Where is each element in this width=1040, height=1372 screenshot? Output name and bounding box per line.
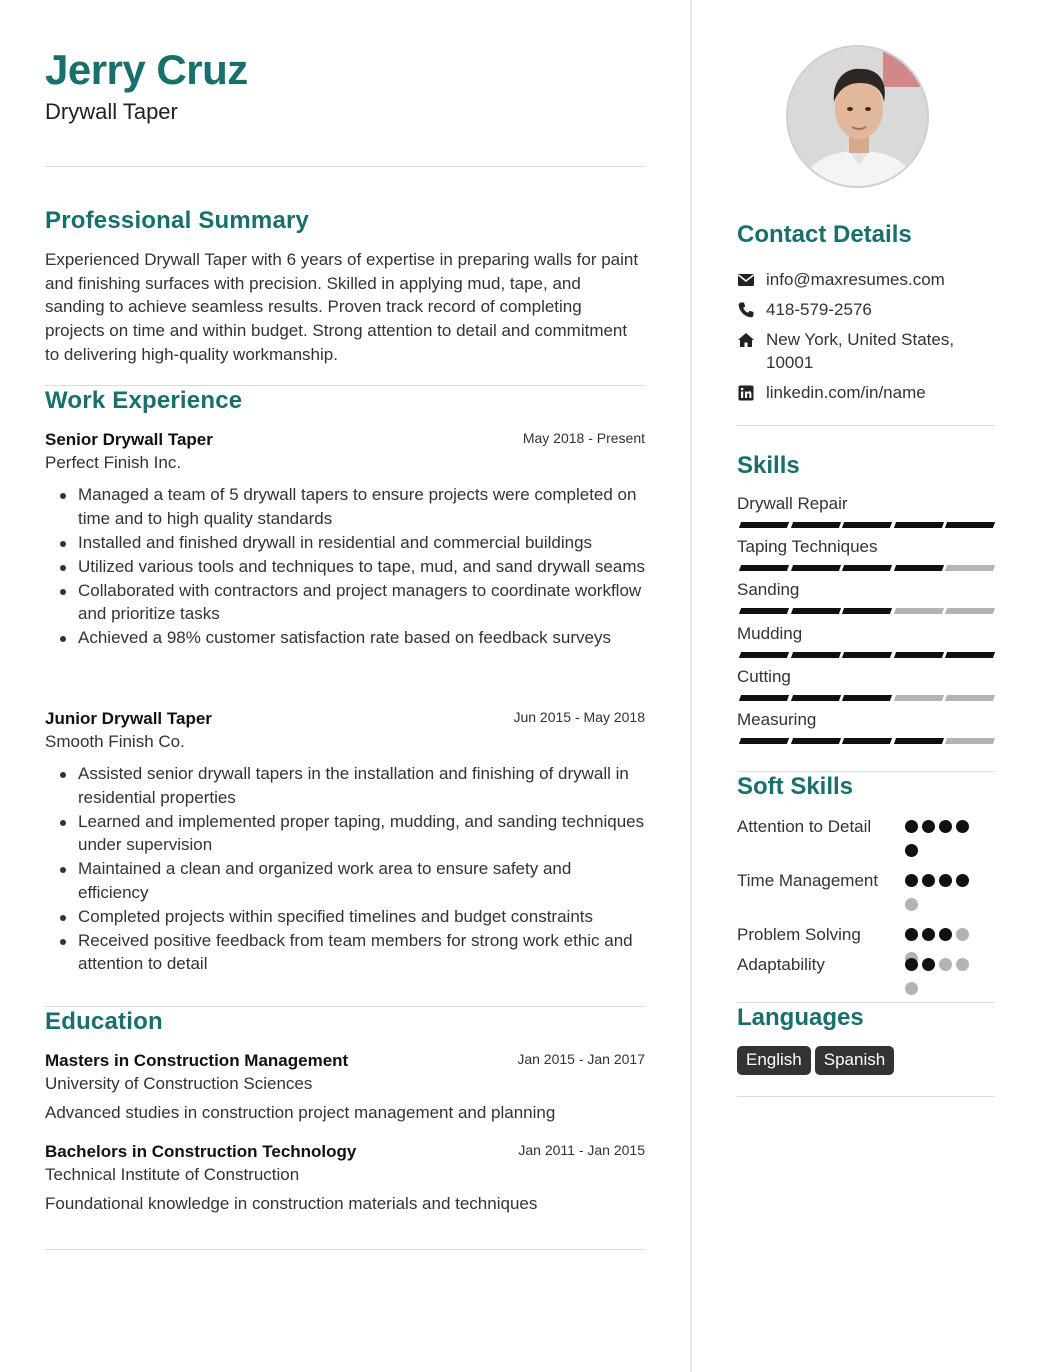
summary-text: Experienced Drywall Taper with 6 years of expertise in preparing walls for paint and finishing surfaces with precision. Skilled in applying mud, tape, and sanding to achieve seamless results. Proven track record of completing projects on time and within budget. Strong attention to detail and commitment to delivering high-quality workmanship.: [45, 250, 639, 364]
profile-photo-illustration: [788, 47, 929, 188]
rating-dot-filled: [905, 958, 918, 971]
skill-segment-filled: [739, 695, 789, 701]
rating-dot-filled: [939, 820, 952, 833]
contact-heading: Contact Details: [737, 221, 912, 248]
education-entry: [45, 1051, 645, 1123]
skill-segment-filled: [842, 608, 892, 614]
rating-dot-filled: [905, 928, 918, 941]
skill-level-bar: [737, 565, 993, 571]
skill-segment-filled: [842, 652, 892, 658]
skills-divider: [737, 771, 995, 772]
rating-dot-empty: [905, 898, 918, 911]
soft-skill-name: Adaptability: [737, 955, 825, 974]
skill-name: Taping Techniques: [737, 537, 878, 556]
phone-text[interactable]: 418-579-2576: [766, 300, 872, 319]
skill-item: [737, 624, 995, 644]
rating-dot-filled: [922, 820, 935, 833]
candidate-title: Drywall Taper: [45, 99, 178, 124]
skill-item: [737, 710, 995, 730]
education-degree: Masters in Construction Management: [45, 1051, 349, 1070]
skill-segment-filled: [739, 522, 789, 528]
skill-item: [737, 667, 995, 687]
skill-item: [737, 537, 995, 557]
education-heading: Education: [45, 1008, 163, 1035]
rating-dot-filled: [922, 874, 935, 887]
header-divider: [45, 166, 645, 167]
education-divider: [45, 1249, 645, 1250]
job-bullet: Assisted senior drywall tapers in the installation and finishing of drywall in residential properties: [78, 762, 645, 809]
linkedin-icon: [737, 384, 755, 402]
skill-name: Measuring: [737, 710, 817, 729]
soft-skill-name: Time Management: [737, 871, 879, 890]
skill-segment-filled: [842, 565, 892, 571]
column-divider: [690, 0, 692, 1372]
languages-heading: Languages: [737, 1004, 864, 1031]
skill-item: [737, 580, 995, 600]
soft-skills-divider: [737, 1002, 995, 1003]
skill-segment-empty: [945, 695, 995, 701]
language-tag: English: [737, 1046, 811, 1075]
job-bullet: Maintained a clean and organized work area to ensure safety and efficiency: [78, 857, 645, 904]
skill-segment-empty: [893, 695, 943, 701]
rating-dot-filled: [905, 874, 918, 887]
languages-divider: [737, 1096, 995, 1097]
experience-divider: [45, 1006, 645, 1007]
rating-dot-filled: [956, 874, 969, 887]
skill-level-bar: [737, 652, 993, 658]
job-company: Smooth Finish Co.: [45, 732, 185, 751]
job-bullet: Utilized various tools and techniques to tape, mud, and sand drywall seams: [78, 555, 645, 579]
education-school: Technical Institute of Construction: [45, 1165, 300, 1184]
education-date: Jan 2015 - Jan 2017: [517, 1051, 645, 1067]
education-degree: Bachelors in Construction Technology: [45, 1142, 357, 1161]
skill-name: Cutting: [737, 667, 791, 686]
skill-level-bar: [737, 695, 993, 701]
skill-segment-filled: [790, 565, 840, 571]
job-entry: [45, 709, 645, 976]
soft-skill-rating: [905, 874, 985, 922]
phone-icon: [737, 301, 755, 319]
skills-heading: Skills: [737, 452, 800, 479]
skill-segment-filled: [790, 738, 840, 744]
skill-segment-filled: [945, 522, 995, 528]
rating-dot-empty: [956, 958, 969, 971]
job-bullet: Received positive feedback from team members for strong work ethic and attention to detail: [78, 929, 645, 976]
job-bullet: Completed projects within specified timelines and budget constraints: [78, 905, 645, 929]
skill-segment-filled: [945, 652, 995, 658]
job-date: Jun 2015 - May 2018: [513, 709, 645, 725]
rating-dot-filled: [922, 958, 935, 971]
skill-segment-filled: [842, 738, 892, 744]
job-company: Perfect Finish Inc.: [45, 453, 182, 472]
skill-segment-empty: [945, 738, 995, 744]
skill-segment-empty: [893, 608, 943, 614]
summary-heading: Professional Summary: [45, 207, 310, 234]
skill-segment-filled: [739, 608, 789, 614]
skill-segment-filled: [893, 565, 943, 571]
skill-segment-filled: [842, 522, 892, 528]
soft-skills-heading: Soft Skills: [737, 773, 854, 800]
education-description: Foundational knowledge in construction materials and techniques: [45, 1194, 538, 1213]
rating-dot-filled: [905, 820, 918, 833]
soft-skill-rating: [905, 958, 985, 1006]
contact-divider: [737, 425, 995, 426]
education-date: Jan 2011 - Jan 2015: [518, 1142, 645, 1158]
skill-segment-empty: [945, 565, 995, 571]
rating-dot-filled: [956, 820, 969, 833]
education-entry: [45, 1142, 645, 1214]
rating-dot-empty: [939, 958, 952, 971]
soft-skill-name: Problem Solving: [737, 925, 861, 944]
home-icon: [737, 331, 755, 349]
job-bullet: Learned and implemented proper taping, mudding, and sanding techniques under supervision: [78, 810, 645, 857]
languages-list: [737, 1046, 995, 1075]
rating-dot-empty: [956, 928, 969, 941]
skill-level-bar: [737, 522, 993, 528]
skill-segment-filled: [790, 522, 840, 528]
linkedin-text[interactable]: linkedin.com/in/name: [766, 383, 926, 402]
address-text: New York, United States, 10001: [766, 330, 955, 372]
job-bullet: Installed and finished drywall in residential and commercial buildings: [78, 531, 645, 555]
email-text[interactable]: info@maxresumes.com: [766, 270, 945, 289]
job-date: May 2018 - Present: [522, 430, 645, 446]
rating-dot-empty: [905, 982, 918, 995]
profile-photo: [786, 45, 929, 188]
rating-dot-filled: [939, 928, 952, 941]
skill-segment-filled: [739, 565, 789, 571]
education-school: University of Construction Sciences: [45, 1074, 313, 1093]
skill-segment-filled: [893, 522, 943, 528]
job-bullets: [45, 762, 645, 976]
experience-heading: Work Experience: [45, 387, 243, 414]
skill-segment-empty: [945, 608, 995, 614]
skill-segment-filled: [790, 608, 840, 614]
job-bullet: Achieved a 98% customer satisfaction rate based on feedback surveys: [78, 626, 645, 650]
skill-segment-filled: [790, 695, 840, 701]
job-role: Senior Drywall Taper: [45, 430, 213, 449]
skill-name: Sanding: [737, 580, 800, 599]
skill-segment-filled: [739, 652, 789, 658]
skill-segment-filled: [842, 695, 892, 701]
skill-segment-filled: [893, 652, 943, 658]
job-bullet: Managed a team of 5 drywall tapers to ensure projects were completed on time and to high quality standards: [78, 483, 645, 530]
skill-segment-filled: [893, 738, 943, 744]
skill-segment-filled: [739, 738, 789, 744]
job-role: Junior Drywall Taper: [45, 709, 212, 728]
job-entry: [45, 430, 645, 650]
soft-skill-rating: [905, 820, 985, 868]
rating-dot-filled: [922, 928, 935, 941]
soft-skill-name: Attention to Detail: [737, 817, 872, 836]
summary-divider: [45, 385, 645, 386]
job-bullet: Collaborated with contractors and project managers to coordinate workflow and prioritize tasks: [78, 579, 645, 626]
skill-name: Drywall Repair: [737, 494, 848, 513]
skill-level-bar: [737, 608, 993, 614]
skill-segment-filled: [790, 652, 840, 658]
job-bullets: [45, 483, 645, 650]
envelope-icon: [737, 271, 755, 289]
skill-level-bar: [737, 738, 993, 744]
rating-dot-filled: [939, 874, 952, 887]
education-description: Advanced studies in construction project management and planning: [45, 1103, 556, 1122]
language-tag: Spanish: [815, 1046, 894, 1075]
rating-dot-filled: [905, 844, 918, 857]
skill-item: [737, 494, 995, 514]
candidate-name: Jerry Cruz: [45, 46, 248, 93]
skill-name: Mudding: [737, 624, 803, 643]
